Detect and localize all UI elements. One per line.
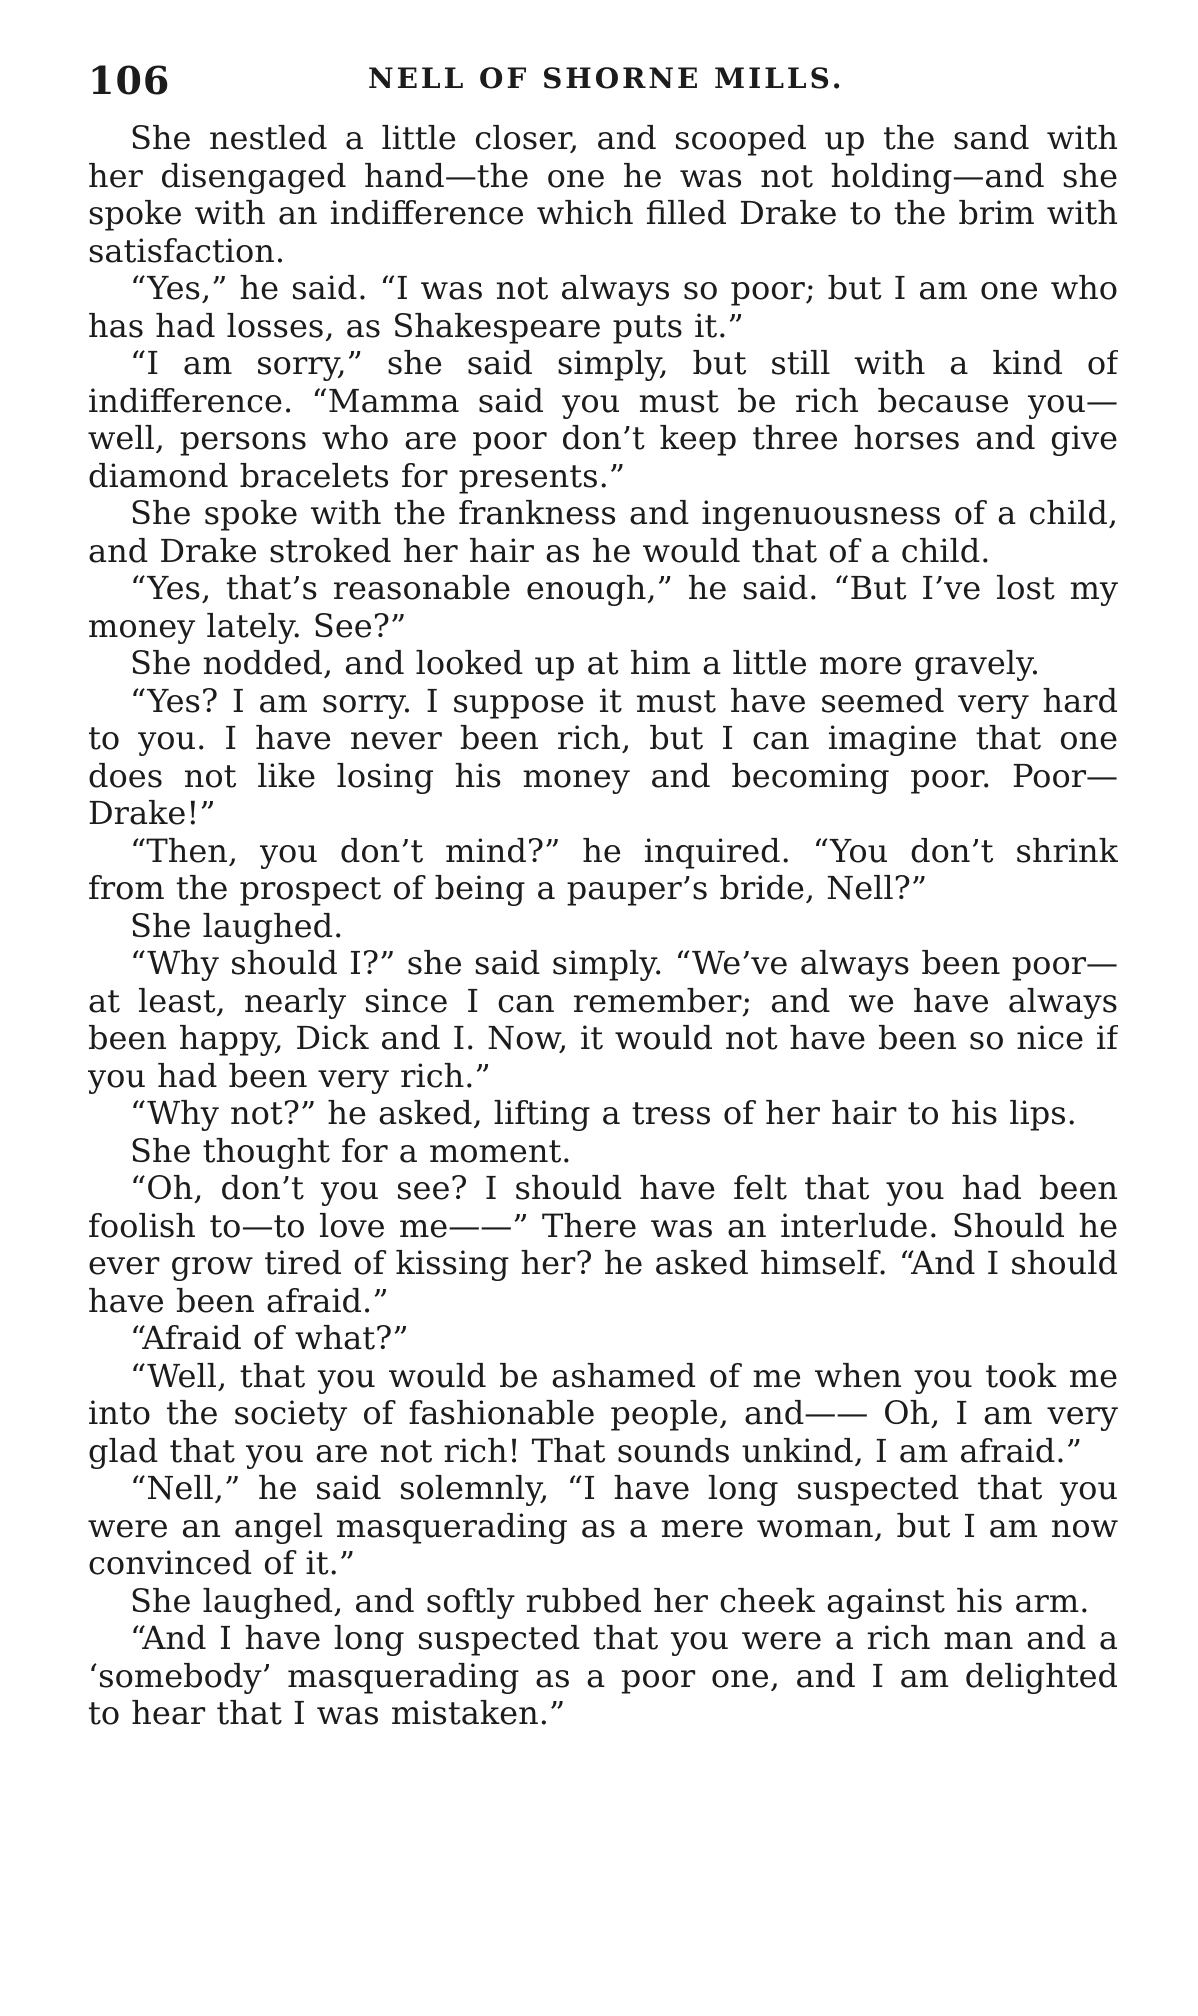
- paragraph: “I am sorry,” she said simply, but still with a kind of indifference. “Mamma said you must be rich because you—well, persons who are poor don’t keep three horses and give diamond bracelets for presents.”: [88, 344, 1118, 495]
- paragraph: “Oh, don’t you see? I should have felt that you had been foolish to—to love me——” There was an interlude. Should he ever grow tired of kissing her? he asked himself. “And I should have been afraid.”: [88, 1169, 1118, 1320]
- paragraph: “Why not?” he asked, lifting a tress of her hair to his lips.: [130, 1094, 1077, 1132]
- running-title: NELL OF SHORNE MILLS.: [368, 62, 845, 95]
- paragraph: She spoke with the frankness and ingenuousness of a child, and Drake stroked her hair as he would that of a child.: [88, 494, 1118, 570]
- body-text: [88, 120, 1118, 1990]
- paragraph: “Afraid of what?”: [130, 1319, 409, 1357]
- paragraph: “Nell,” he said solemnly, “I have long suspected that you were an angel masquerading as a mere woman, but I am now convinced of it.”: [88, 1469, 1118, 1582]
- paragraph: She nestled a little closer, and scooped up the sand with her disengaged hand—the one he was not holding—and she spoke with an indifference which filled Drake to the brim with satisfaction.: [88, 120, 1118, 270]
- paragraph: She laughed.: [130, 906, 344, 945]
- paragraph: She laughed, and softly rubbed her cheek against his arm.: [130, 1581, 1090, 1620]
- paragraph: “Yes? I am sorry. I suppose it must have seemed very hard to you. I have never been rich, but I can imagine that one does not like losing his money and becoming poor. Poor—Drake!”: [88, 681, 1118, 832]
- paragraph: “Yes,” he said. “I was not always so poor; but I am one who has had losses, as Shakespeare puts it.”: [88, 269, 1118, 345]
- paragraph: She thought for a moment.: [130, 1131, 572, 1170]
- paragraph: “Then, you don’t mind?” he inquired. “You don’t shrink from the prospect of being a pauper’s bride, Nell?”: [88, 831, 1118, 907]
- page-number: 106: [88, 58, 171, 103]
- paragraph: “Why should I?” she said simply. “We’ve always been poor—at least, nearly since I can remember; and we have always been happy, Dick and I. Now, it would not have been so nice if you had been very rich.”: [88, 944, 1118, 1095]
- paragraph: “And I have long suspected that you were a rich man and a ‘somebody’ masquerading as a poor one, and I am delighted to hear that I was mistaken.”: [88, 1619, 1118, 1732]
- paragraph: She nodded, and looked up at him a little more gravely.: [130, 644, 1040, 682]
- paragraph: “Yes, that’s reasonable enough,” he said. “But I’ve lost my money lately. See?”: [88, 569, 1118, 645]
- running-head: [88, 58, 1118, 108]
- paragraph: “Well, that you would be ashamed of me when you took me into the society of fashionable people, and—— Oh, I am very glad that you are not rich! That sounds unkind, I am afraid.”: [88, 1356, 1118, 1470]
